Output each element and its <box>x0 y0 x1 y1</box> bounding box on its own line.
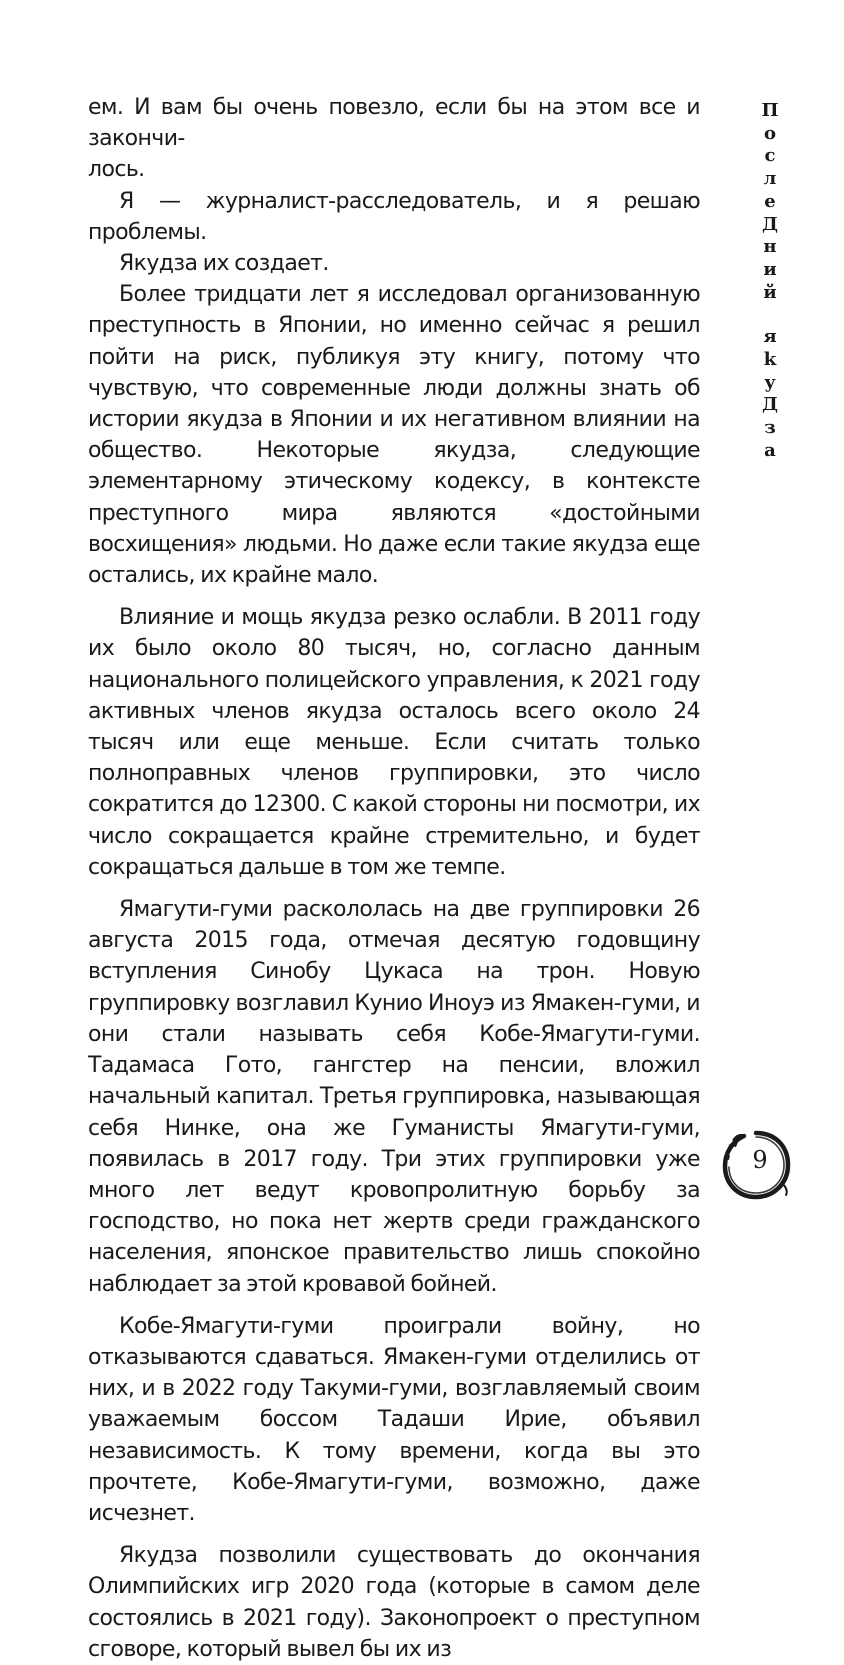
running-head-letter: и <box>763 258 777 280</box>
paragraph-olympics: Якудза позволили существовать до окончания Олимпийских игр 2020 года (которые в самом деле состоялись в 2021 году). Законопроект о преступном сговоре, который вывел бы их из <box>88 1543 700 1662</box>
paragraph-yamaguchi-split: Ямагути-гуми раскололась на две группировки 26 августа 2015 года, отмечая десятую годовщину вступления Синобу Цукаса на трон. Новую группировку возглавил Кунио Иноуэ из Ямакен-гуми, и они стали называть себя Кобе-Ямагути-гуми. Тадамаса Гото, гангстер на пенсии, вложил начальный капитал. Третья группировка, называющая себя Нинке, она же Гуманисты Ямагути-гуми, появилась в 2017 году. Три этих группировки уже много лет ведут кровопролитную борьбу за господство, но пока нет жертв среди гражданского населения, японское правительство лишь спокойно наблюдает за этой кровавой бойней. <box>88 897 700 1297</box>
paragraph-kobe-war: Кобе-Ямагути-гуми проиграли войну, но отказываются сдаваться. Ямакен-гуми отделились от них, и в 2022 году Такуми-гуми, возглавляемый своим уважаемым боссом Тадаши Ирие, объявил независимость. К тому времени, когда вы это прочтете, Кобе-Ямагути-гуми, возможно, даже исчезнет. <box>88 1313 700 1526</box>
running-head-letter: л <box>763 168 777 190</box>
running-head-vertical <box>758 100 782 463</box>
running-head-letter: k <box>763 349 777 371</box>
running-head-letter: Д <box>761 394 778 416</box>
running-head-letter: П <box>761 100 779 121</box>
running-head-letter: й <box>763 281 777 303</box>
paragraph-research: Более тридцати лет я исследовал организованную преступность в Японии, но именно сейчас я решил пойти на риск, публикуя эту книгу, потому что чувствую, что современные люди должны знать об истории якудза в Японии и их негативном влиянии на общество. Некоторые якудза, следующие элементарному этическому кодексу, в контексте преступного мира являются «достойными восхищения» людьми. Но даже если такие якудза еще остались, их крайне мало. <box>88 282 700 589</box>
running-head-letter: з <box>764 417 776 439</box>
line-1: ем. И вам бы очень повезло, если бы на этом все и закончи- <box>88 95 700 152</box>
running-head-letter: н <box>763 236 777 258</box>
running-head-letter: Д <box>761 213 778 235</box>
running-head-letter: а <box>764 439 776 461</box>
paragraph-journalist: Я — журналист-расследователь, и я решаю проблемы. <box>88 188 700 245</box>
running-head-letter: у <box>764 371 776 393</box>
line-2: лось. <box>88 157 145 183</box>
paragraph-continued <box>88 92 700 186</box>
body-text <box>88 92 700 1665</box>
paragraph-yakuza-creates: Якудза их создает. <box>119 251 329 277</box>
running-head-space <box>758 304 782 326</box>
running-head-letter: с <box>764 145 776 167</box>
running-head-letter: е <box>764 190 776 212</box>
page-number: 9 <box>752 1146 768 1174</box>
paragraph-influence: Влияние и мощь якудза резко ослабли. В 2011 году их было около 80 тысяч, но, согласно данным национального полицейского управления, к 2021 году активных членов якудза осталось всего около 24 тысяч или еще меньше. Если считать только полноправных членов группировки, это число сократится до 12300. С какой стороны ни посмотри, их число сокращается крайне стремительно, и будет сокращаться дальше в том же темпе. <box>88 605 700 880</box>
running-head-letter: о <box>763 122 776 144</box>
running-head-letter: я <box>763 326 777 348</box>
